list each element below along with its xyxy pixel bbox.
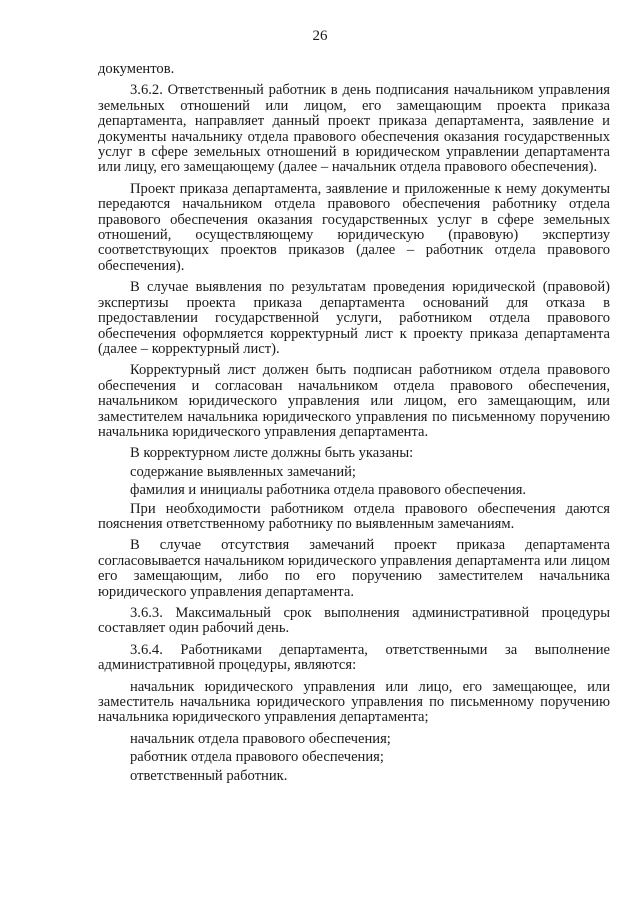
list-item-remarks: содержание выявленных замечаний; — [130, 463, 356, 480]
paragraph-3-6-2: 3.6.2. Ответственный работник в день подписания начальником управления земельных отношений или лицом, его замещающим проекта приказа департамента, направляет данный проект приказа департамента, заявление и документы начальнику отдела правового обеспечения оказания государственных услуг в сфере земельных отношений в юридическом управлении департамента или лицу, его замещающему (далее – начальник отдела правового обеспечения). — [98, 82, 610, 176]
list-item-head-legal: начальник юридического управления или лицо, его замещающее, или заместитель начальника юридического управления по письменному поручению начальника юридического управления департамента; — [98, 678, 610, 726]
paragraph-no-remarks: В случае отсутствия замечаний проект приказа департамента согласовывается начальником юридического управления департамента или лицом его замещающим, либо по его поручению заместителем начальника юридического управления департамента. — [98, 537, 610, 600]
page-number: 26 — [312, 28, 328, 44]
list-item-responsible-worker: ответственный работник. — [130, 767, 288, 784]
paragraph-3-6-3: 3.6.3. Максимальный срок выполнения административной процедуры составляет один рабочий день. — [98, 605, 610, 637]
document-body — [98, 62, 610, 787]
paragraph-correction-sheet-signing: Корректурный лист должен быть подписан работником отдела правового обеспечения и согласован начальником отдела правового обеспечения, начальником юридического управления или лицом, его замещающим, или заместителем начальника юридического управления по письменному поручению начальника юридического управления департамента. — [98, 362, 610, 440]
paragraph-3-6-4: 3.6.4. Работниками департамента, ответственными за выполнение административной процедуры, являются: — [98, 641, 610, 674]
list-item-legal-worker: работник отдела правового обеспечения; — [130, 749, 384, 766]
paragraph-draft-transfer: Проект приказа департамента, заявление и приложенные к нему документы передаются начальником отдела правового обеспечения работнику отдела правового обеспечения оказания государственных услуг в сфере земельных отношений, осуществляющему юридическую (правовую) экспертизу соответствующих проектов приказов (далее – работник отдела правового обеспечения). — [98, 180, 610, 274]
paragraph-refusal-grounds: В случае выявления по результатам проведения юридической (правовой) экспертизы проекта приказа департамента оснований для отказа в предоставлении государственной услуги, работником отдела правового обеспечения оформляется корректурный лист к проекту приказа департамента (далее – корректурный лист). — [98, 279, 610, 357]
paragraph-explanations: При необходимости работником отдела правового обеспечения даются пояснения ответственному работнику по выявленным замечаниям. — [98, 500, 610, 532]
list-item-head-department: начальник отдела правового обеспечения; — [130, 730, 391, 747]
paragraph-continuation: документов. — [98, 61, 175, 77]
paragraph-correction-sheet-contents: В корректурном листе должны быть указаны: — [130, 445, 414, 462]
list-item-worker-name: фамилия и инициалы работника отдела правового обеспечения. — [130, 482, 527, 499]
